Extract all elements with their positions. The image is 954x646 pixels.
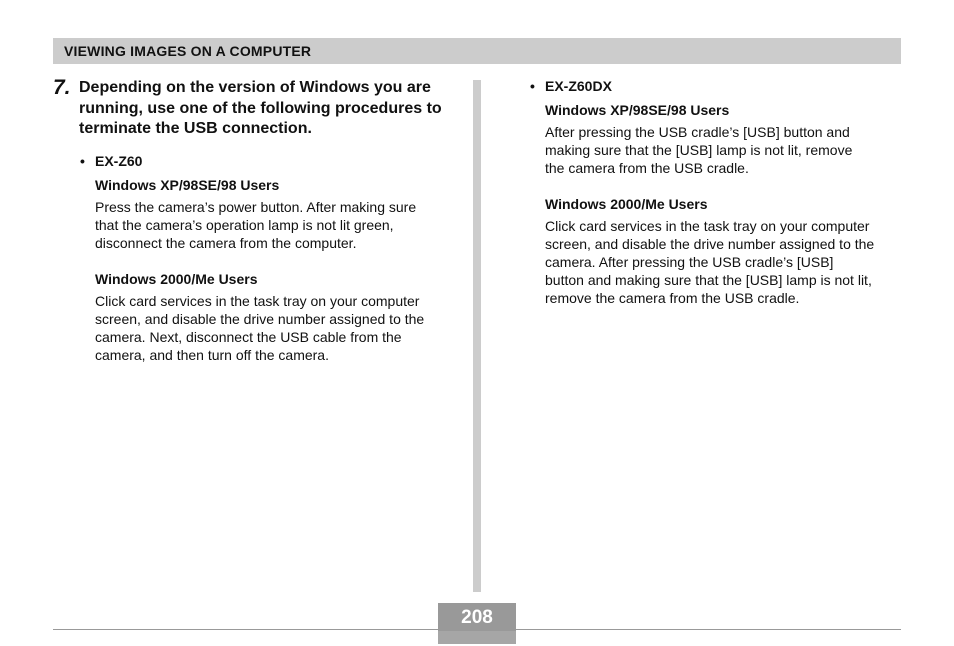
section-header xyxy=(53,38,901,64)
step-number: 7. xyxy=(53,76,71,99)
instruction-text-xp: After pressing the USB cradle’s [USB] button and making sure that the [USB] lamp is not lit, remove the camera from the USB cradle. xyxy=(545,124,853,176)
instruction-text-2000: Click card services in the task tray on your computer screen, and disable the drive number assigned to the camera. Next, disconnect the USB cable from the camera, and then turn off the camera. xyxy=(95,293,425,363)
left-column xyxy=(80,152,440,365)
os-heading-xp: Windows XP/98SE/98 Users xyxy=(545,102,730,118)
section-header-title: VIEWING IMAGES ON A COMPUTER xyxy=(64,43,312,59)
column-divider xyxy=(473,80,481,592)
bullet-icon: • xyxy=(80,153,85,169)
step-text: Depending on the version of Windows you are running, use one of the following procedures to terminate the USB connection. xyxy=(79,79,442,137)
instruction-text-xp: Press the camera’s power button. After making sure that the camera’s operation lamp is not lit green, disconnect the camera from the computer. xyxy=(95,199,417,251)
model-heading-ex-z60dx xyxy=(530,77,905,95)
bullet-icon: • xyxy=(530,78,535,94)
os-heading-xp: Windows XP/98SE/98 Users xyxy=(95,177,280,193)
model-name: EX-Z60DX xyxy=(545,78,612,94)
page-number-badge xyxy=(438,603,516,644)
os-heading-2000: Windows 2000/Me Users xyxy=(545,196,708,213)
model-name: EX-Z60 xyxy=(95,153,143,169)
page-number: 208 xyxy=(461,607,493,628)
model-heading-ex-z60 xyxy=(80,152,440,170)
instruction-text-2000: Click card services in the task tray on your computer screen, and disable the drive number assigned to the camera. After pressing the USB cradle’s [USB] button and making sure that the [USB] lamp is not lit, remove the camera from the USB cradle. xyxy=(545,218,875,306)
os-heading-2000: Windows 2000/Me Users xyxy=(95,271,258,288)
right-column xyxy=(530,77,905,307)
